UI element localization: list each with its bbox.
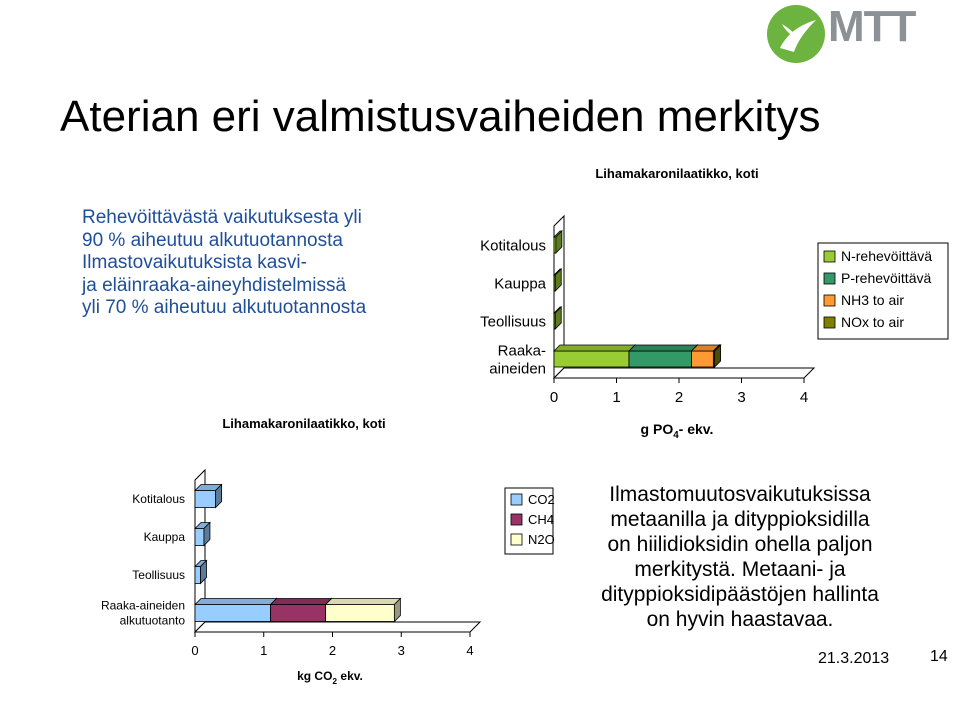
- bar-segment: [195, 485, 222, 508]
- right-text-line: on hyvin haastavaa.: [646, 608, 834, 631]
- x-tick-label: 4: [799, 389, 809, 406]
- slide-date: 21.3.2013: [818, 650, 890, 667]
- legend-label: CH4: [528, 512, 555, 527]
- category-label: Kotitalous: [480, 237, 546, 255]
- bar-face: [195, 567, 201, 584]
- x-axis-label: [297, 669, 363, 686]
- x-axis-label-main: kg CO: [297, 669, 333, 683]
- legend-label: NH3 to air: [841, 292, 905, 308]
- bar-top: [271, 599, 332, 605]
- x-tick-label: 1: [612, 389, 621, 406]
- x-axis-label-sub: 4: [673, 430, 679, 441]
- bar-segment: [271, 599, 332, 622]
- x-tick-label: 0: [549, 389, 559, 406]
- category-label: Kotitalous: [132, 492, 185, 507]
- x-tick-label: 3: [397, 643, 405, 658]
- category-label: Kauppa: [494, 275, 546, 293]
- x-axis-label-main: g PO: [640, 421, 674, 437]
- legend-label: N2O: [528, 532, 555, 547]
- bar-top: [195, 599, 277, 605]
- bar-face: [195, 605, 271, 622]
- bar-face: [195, 491, 216, 508]
- x-tick-label: 0: [191, 643, 199, 658]
- left-text-line: Ilmastovaikutuksista kasvi-: [82, 252, 307, 273]
- category-label: alkutuotanto: [119, 613, 185, 628]
- x-axis-label-rest: ekv.: [337, 669, 363, 683]
- x-tick-label: 2: [328, 643, 337, 658]
- x-axis-label-rest: - ekv.: [678, 421, 714, 437]
- legend-swatch: [511, 494, 522, 505]
- category-label: Teollisuus: [132, 568, 185, 583]
- logo-text: MTT: [828, 2, 916, 51]
- bar-segment: [195, 523, 210, 546]
- bar-segment: [195, 599, 277, 622]
- slide-title: Aterian eri valmistusvaiheiden merkitys: [60, 92, 821, 141]
- left-text-line: yli 70 % aiheutuu alkutuotannosta: [82, 297, 367, 318]
- right-text-line: dityppioksidipäästöjen hallinta: [601, 583, 879, 606]
- right-text-line: Ilmastomuutosvaikutuksissa: [609, 483, 871, 506]
- bar-top: [326, 599, 401, 605]
- right-text-line: on hiilidioksidin ohella paljon: [607, 533, 873, 556]
- x-tick-label: 2: [674, 389, 684, 406]
- legend-label: P-rehevöittävä: [841, 270, 932, 286]
- right-text-line: metaanilla ja dityppioksidilla: [610, 508, 870, 531]
- legend-label: CO2: [528, 492, 555, 507]
- chart-title: Lihamakaronilaatikko, koti: [595, 166, 759, 181]
- category-label: aineiden: [489, 360, 546, 378]
- bar-face: [271, 605, 326, 622]
- category-label: Kauppa: [143, 530, 185, 545]
- category-label: Raaka-: [497, 342, 546, 360]
- page-number: 14: [930, 648, 948, 665]
- x-axis-label-sub: 2: [332, 676, 338, 686]
- bar-face: [326, 605, 395, 622]
- x-tick-label: 3: [737, 389, 746, 406]
- bar-segment: [326, 599, 401, 622]
- x-tick-label: 1: [260, 643, 268, 658]
- legend-label: N-rehevöittävä: [841, 248, 933, 264]
- bar-face: [195, 529, 204, 546]
- legend-swatch: [511, 514, 522, 525]
- legend-label: NOx to air: [841, 314, 905, 330]
- x-tick-label: 4: [466, 643, 474, 658]
- category-label: Teollisuus: [480, 313, 546, 331]
- category-label: Raaka-aineiden: [100, 598, 185, 613]
- left-text-line: ja eläinraaka-aineyhdistelmissä: [82, 274, 347, 296]
- right-text-line: merkitystä. Metaani- ja: [634, 558, 846, 581]
- left-text-line: Rehevöittävästä vaikutuksesta yli: [82, 207, 362, 228]
- chart-caption: Lihamakaronilaatikko, koti: [222, 416, 386, 431]
- legend-swatch: [511, 534, 522, 545]
- left-text-line: 90 % aiheutuu alkutuotannosta: [82, 229, 343, 251]
- x-axis-floor: [195, 622, 480, 632]
